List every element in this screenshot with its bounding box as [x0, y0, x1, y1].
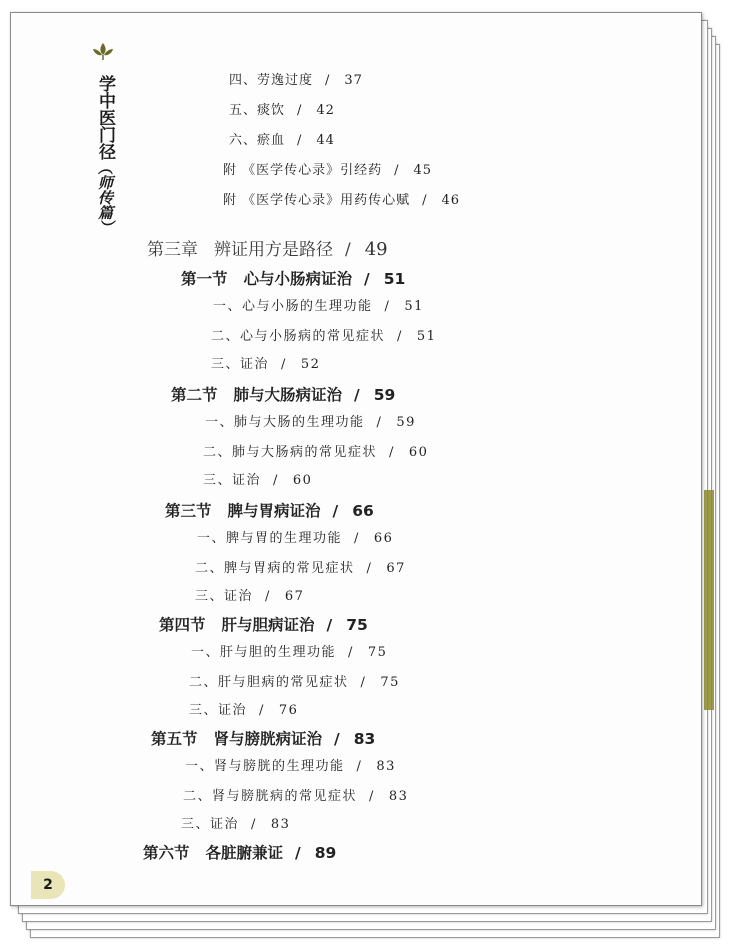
toc-page-number: 60 [292, 473, 313, 488]
toc-separator: / [366, 561, 373, 576]
toc-separator: / [360, 675, 367, 690]
toc-separator: / [389, 445, 395, 460]
toc-page-number: 75 [380, 675, 400, 690]
toc-page-number: 51 [416, 329, 437, 344]
toc-entry-label: 附 《医学传心录》用药传心赋 [223, 193, 411, 208]
toc-page-number: 44 [316, 133, 335, 148]
toc-page-number: 66 [373, 531, 394, 546]
toc-entry-item [191, 641, 387, 660]
toc-separator: / [325, 73, 331, 88]
toc-entry-title: 肾与膀胱病证治 [213, 730, 323, 748]
page-number-badge: 2 [31, 871, 65, 899]
toc-page-number: 75 [367, 645, 388, 660]
toc-entry-item [203, 441, 428, 460]
toc-entry-section [143, 841, 336, 863]
toc-entry-label: 第五节 [151, 730, 198, 748]
toc-separator: / [295, 844, 301, 862]
toc-entry-label: 一、心与小肠的生理功能 [213, 299, 373, 314]
toc-entry-label: 第三节 [165, 502, 212, 520]
toc-page-number: 52 [300, 357, 321, 372]
toc-separator: / [384, 299, 391, 314]
toc-entry-label: 一、肝与胆的生理功能 [191, 645, 337, 660]
toc-page-number: 49 [364, 239, 388, 260]
toc-entry-label: 第六节 [143, 844, 190, 862]
toc-page-number: 83 [376, 759, 396, 774]
toc-entry-label: 二、脾与胃病的常见症状 [195, 561, 355, 576]
toc-entry-label: 三、证治 [189, 703, 248, 718]
toc-separator: / [332, 502, 339, 520]
toc-entry-label: 第二节 [171, 386, 218, 404]
toc-entry-item [181, 813, 290, 832]
toc-entry-chapter [147, 235, 388, 260]
toc-entry-item [189, 699, 298, 718]
book-title: 学中医门径 [95, 75, 115, 160]
toc-entry-sub [229, 99, 335, 118]
toc-page-number: 45 [413, 163, 433, 178]
toc-page-number: 46 [441, 193, 461, 208]
toc-entry-label: 附 《医学传心录》引经药 [223, 163, 383, 178]
toc-page-number: 51 [404, 299, 424, 314]
toc-separator: / [251, 817, 257, 832]
toc-entry-title: 肺与大肠病证治 [233, 386, 343, 404]
toc-entry-title: 脾与胃病证治 [227, 502, 321, 520]
toc-entry-sub [229, 69, 363, 88]
toc-entry-item [211, 325, 436, 344]
toc-separator: / [273, 473, 279, 488]
toc-entry-title: 辨证用方是路径 [214, 240, 333, 260]
toc-separator: / [356, 759, 363, 774]
toc-separator: / [354, 386, 360, 404]
toc-separator: / [334, 730, 340, 748]
toc-entry-label: 第四节 [159, 616, 206, 634]
toc-entry-label: 六、瘀血 [229, 133, 286, 148]
toc-entry-label: 第三章 [147, 240, 198, 260]
toc-entry-item [213, 295, 424, 314]
toc-entry-section [165, 499, 374, 521]
toc-page-number: 59 [396, 415, 416, 430]
toc-page-number: 51 [383, 270, 406, 288]
book-subtitle: （师传篇） [96, 160, 114, 235]
toc-separator: / [364, 270, 370, 288]
toc-separator: / [422, 193, 428, 208]
toc-separator: / [265, 589, 271, 604]
toc-entry-sub [229, 129, 335, 148]
toc-entry-item [211, 353, 320, 372]
toc-separator: / [297, 133, 303, 148]
toc-separator: / [345, 240, 351, 260]
toc-entry-title: 心与小肠病证治 [243, 270, 353, 288]
toc-separator: / [297, 103, 303, 118]
toc-entry-label: 三、证治 [211, 357, 270, 372]
toc-entry-section [181, 267, 405, 289]
toc-page-number: 89 [314, 844, 337, 862]
toc-entry-item [185, 755, 396, 774]
toc-separator: / [348, 645, 354, 660]
toc-page-number: 37 [344, 73, 363, 88]
toc-separator: / [369, 789, 375, 804]
toc-page-number: 67 [284, 589, 305, 604]
toc-separator: / [354, 531, 360, 546]
toc-entry-section [171, 383, 395, 405]
running-title [89, 75, 115, 235]
toc-entry-title: 各脏腑兼证 [205, 844, 284, 862]
toc-entry-sub [223, 159, 432, 178]
toc-separator: / [394, 163, 400, 178]
toc-entry-item [195, 585, 304, 604]
toc-separator: / [259, 703, 265, 718]
toc-page-number: 83 [353, 730, 376, 748]
toc-entry-item [205, 411, 416, 430]
toc-page-number: 83 [388, 789, 409, 804]
toc-entry-section [159, 613, 368, 635]
toc-page-number: 75 [346, 616, 368, 634]
toc-entry-label: 二、肺与大肠病的常见症状 [203, 445, 378, 460]
toc-entry-label: 一、肺与大肠的生理功能 [205, 415, 365, 430]
toc-entry-sub [223, 189, 460, 208]
toc-page-number: 67 [386, 561, 406, 576]
toc-entry-label: 三、证治 [195, 589, 254, 604]
book-page [10, 12, 702, 906]
toc-entry-item [183, 785, 408, 804]
toc-page-number: 66 [352, 502, 374, 520]
toc-entry-label: 第一节 [181, 270, 228, 288]
toc-page-number: 59 [373, 386, 396, 404]
toc-page-number: 83 [270, 817, 291, 832]
toc-page-number: 60 [408, 445, 429, 460]
toc-entry-title: 肝与胆病证治 [221, 616, 315, 634]
toc-entry-item [189, 671, 400, 690]
leaf-ornament-icon [91, 41, 115, 61]
toc-separator: / [397, 329, 403, 344]
toc-separator: / [376, 415, 383, 430]
page-edge-accent [704, 490, 714, 710]
toc-entry-label: 五、痰饮 [229, 103, 286, 118]
toc-page-number: 42 [316, 103, 335, 118]
toc-entry-item [203, 469, 312, 488]
toc-separator: / [281, 357, 287, 372]
toc-entry-label: 三、证治 [203, 473, 262, 488]
toc-entry-item [197, 527, 393, 546]
toc-entry-label: 四、劳逸过度 [229, 73, 314, 88]
toc-entry-label: 二、肝与胆病的常见症状 [189, 675, 349, 690]
toc-entry-label: 二、肾与膀胱病的常见症状 [183, 789, 358, 804]
toc-entry-label: 一、肾与膀胱的生理功能 [185, 759, 345, 774]
toc-entry-label: 三、证治 [181, 817, 240, 832]
toc-entry-label: 一、脾与胃的生理功能 [197, 531, 343, 546]
toc-page-number: 76 [278, 703, 299, 718]
toc-entry-section [151, 727, 375, 749]
toc-entry-label: 二、心与小肠病的常见症状 [211, 329, 386, 344]
toc-separator: / [326, 616, 333, 634]
toc-entry-item [195, 557, 406, 576]
